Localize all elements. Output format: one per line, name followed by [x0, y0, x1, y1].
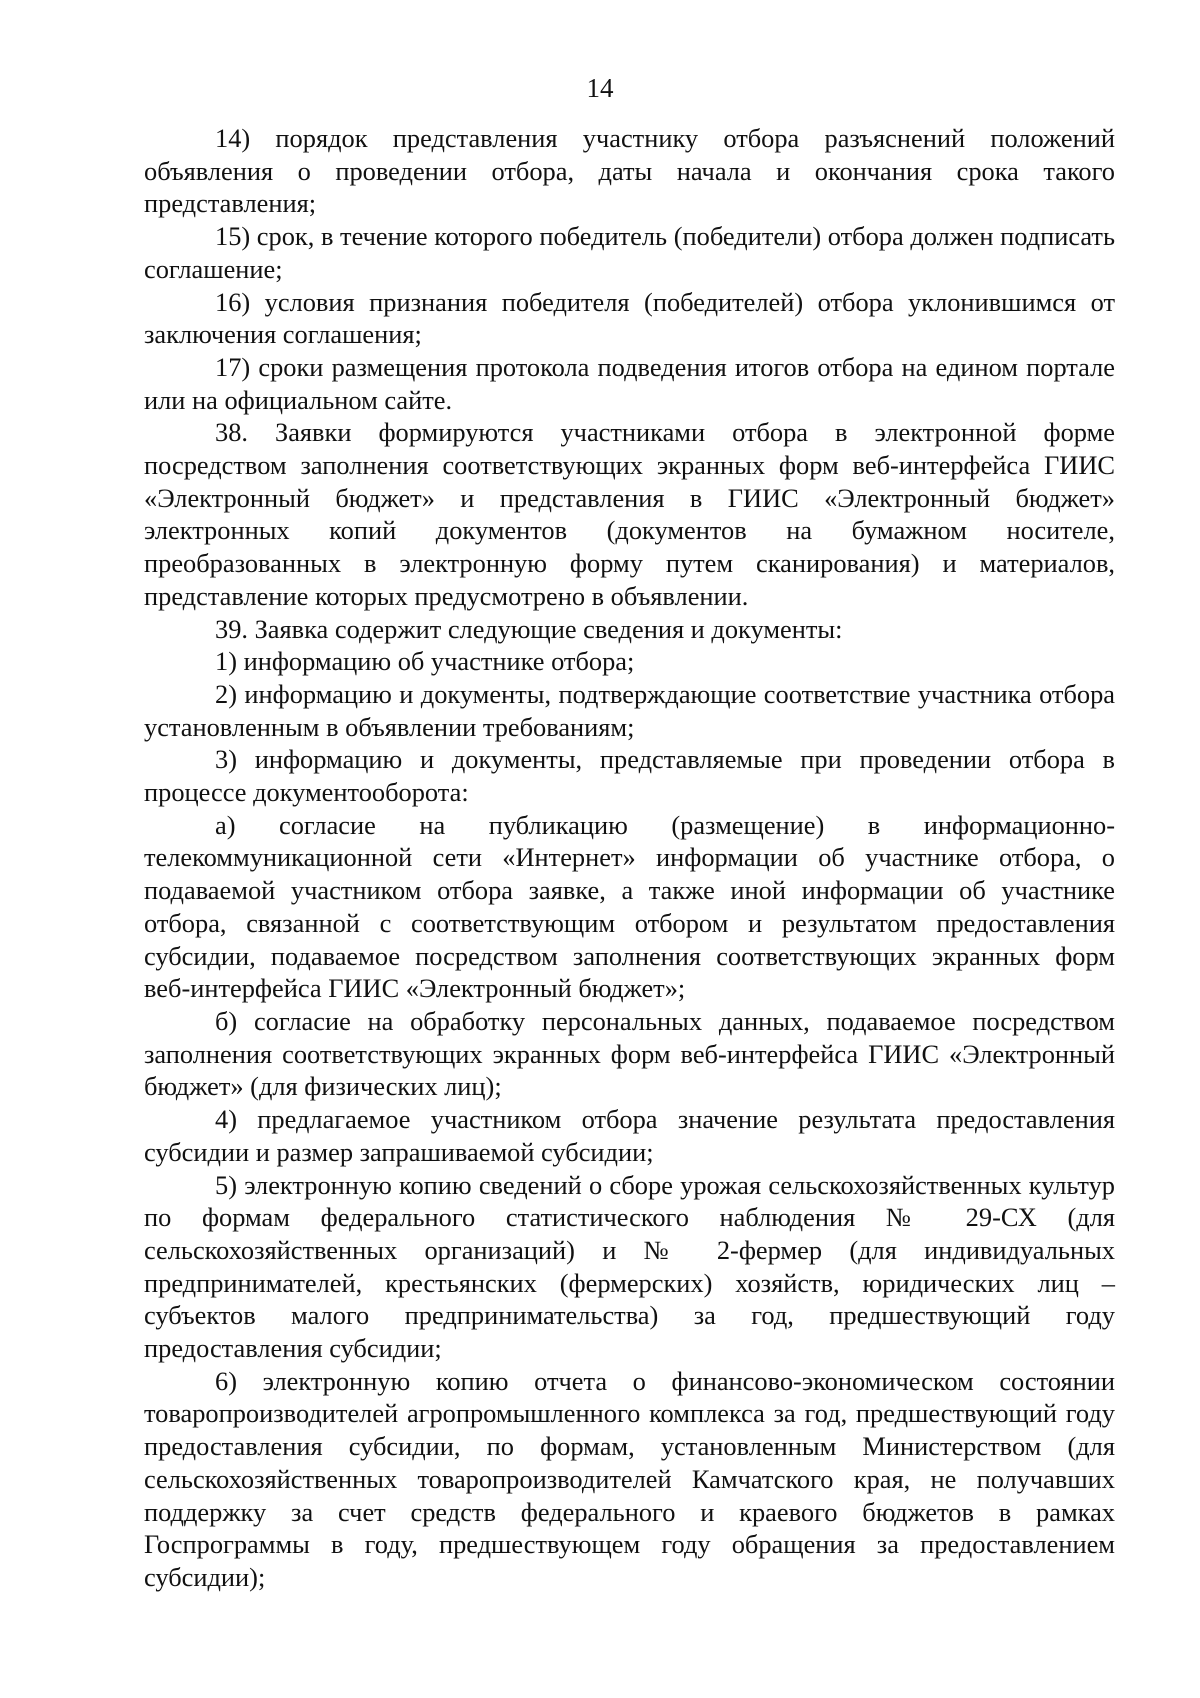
paragraph-item-16: 16) условия признания победителя (победителей) отбора уклонившимся от заключения соглашения;	[144, 286, 1115, 350]
paragraph-subitem-b: б) согласие на обработку персональных данных, подаваемое посредством заполнения соответствующих экранных форм веб-интерфейса ГИИС «Электронный бюджет» (для физических лиц);	[144, 1005, 1115, 1102]
paragraph-item-3: 3) информацию и документы, представляемые при проведении отбора в процессе документооборота:	[144, 744, 1115, 808]
paragraph-item-5: 5) электронную копию сведений о сборе урожая сельскохозяйственных культур по формам федерального статистического наблюдения № 29-СХ (для сельскохозяйственных организаций) и № 2-фермер (для индивидуальных предпринимателей, крестьянских (фермерских) хозяйств, юридических лиц – субъектов малого предпринимательства) за год, предшествующий году предоставления субсидии;	[144, 1169, 1115, 1364]
paragraph-item-15: 15) срок, в течение которого победитель (победители) отбора должен подписать соглашение;	[144, 221, 1115, 284]
paragraph-clause-38: 38. Заявки формируются участниками отбора в электронной форме посредством заполнения соответствующих экранных форм веб-интерфейса ГИИС «Электронный бюджет» и представления в ГИИС «Электронный бюджет» электронных копий документов (документов на бумажном носителе, преобразованных в электронную форму путем сканирования) и материалов, представление которых предусмотрено в объявлении.	[144, 417, 1115, 611]
paragraph-subitem-a: а) согласие на публикацию (размещение) в информационно-телекоммуникационной сети «Интернет» информации об участнике отбора, о подаваемой участником отбора заявке, а также иной информации об участнике отбора, связанной с соответствующим отбором и результатом предоставления субсидии, подаваемое посредством заполнения соответствующих экранных форм веб-интерфейса ГИИС «Электронный бюджет»;	[144, 809, 1115, 1004]
page-number: 14	[586, 73, 614, 103]
paragraph-item-14: 14) порядок представления участнику отбора разъяснений положений объявления о проведении отбора, даты начала и окончания срока такого представления;	[144, 123, 1115, 219]
paragraph-item-1: 1) информацию об участнике отбора;	[215, 646, 635, 677]
paragraph-item-4: 4) предлагаемое участником отбора значение результата предоставления субсидии и размер запрашиваемой субсидии;	[144, 1104, 1115, 1167]
document-body	[144, 122, 1115, 1594]
paragraph-item-17: 17) сроки размещения протокола подведения итогов отбора на едином портале или на официальном сайте.	[144, 351, 1115, 415]
paragraph-item-2: 2) информацию и документы, подтверждающие соответствие участника отбора установленным в объявлении требованиям;	[144, 678, 1115, 742]
paragraph-clause-39: 39. Заявка содержит следующие сведения и документы:	[215, 613, 843, 644]
paragraph-item-6: 6) электронную копию отчета о финансово-экономическом состоянии товаропроизводителей агропромышленного комплекса за год, предшествующий году предоставления субсидии, по формам, установленным Министерством (для сельскохозяйственных товаропроизводителей Камчатского края, не получавших поддержку за счет средств федерального и краевого бюджетов в рамках Госпрограммы в году, предшествующем году обращения за предоставлением субсидии);	[144, 1365, 1115, 1592]
